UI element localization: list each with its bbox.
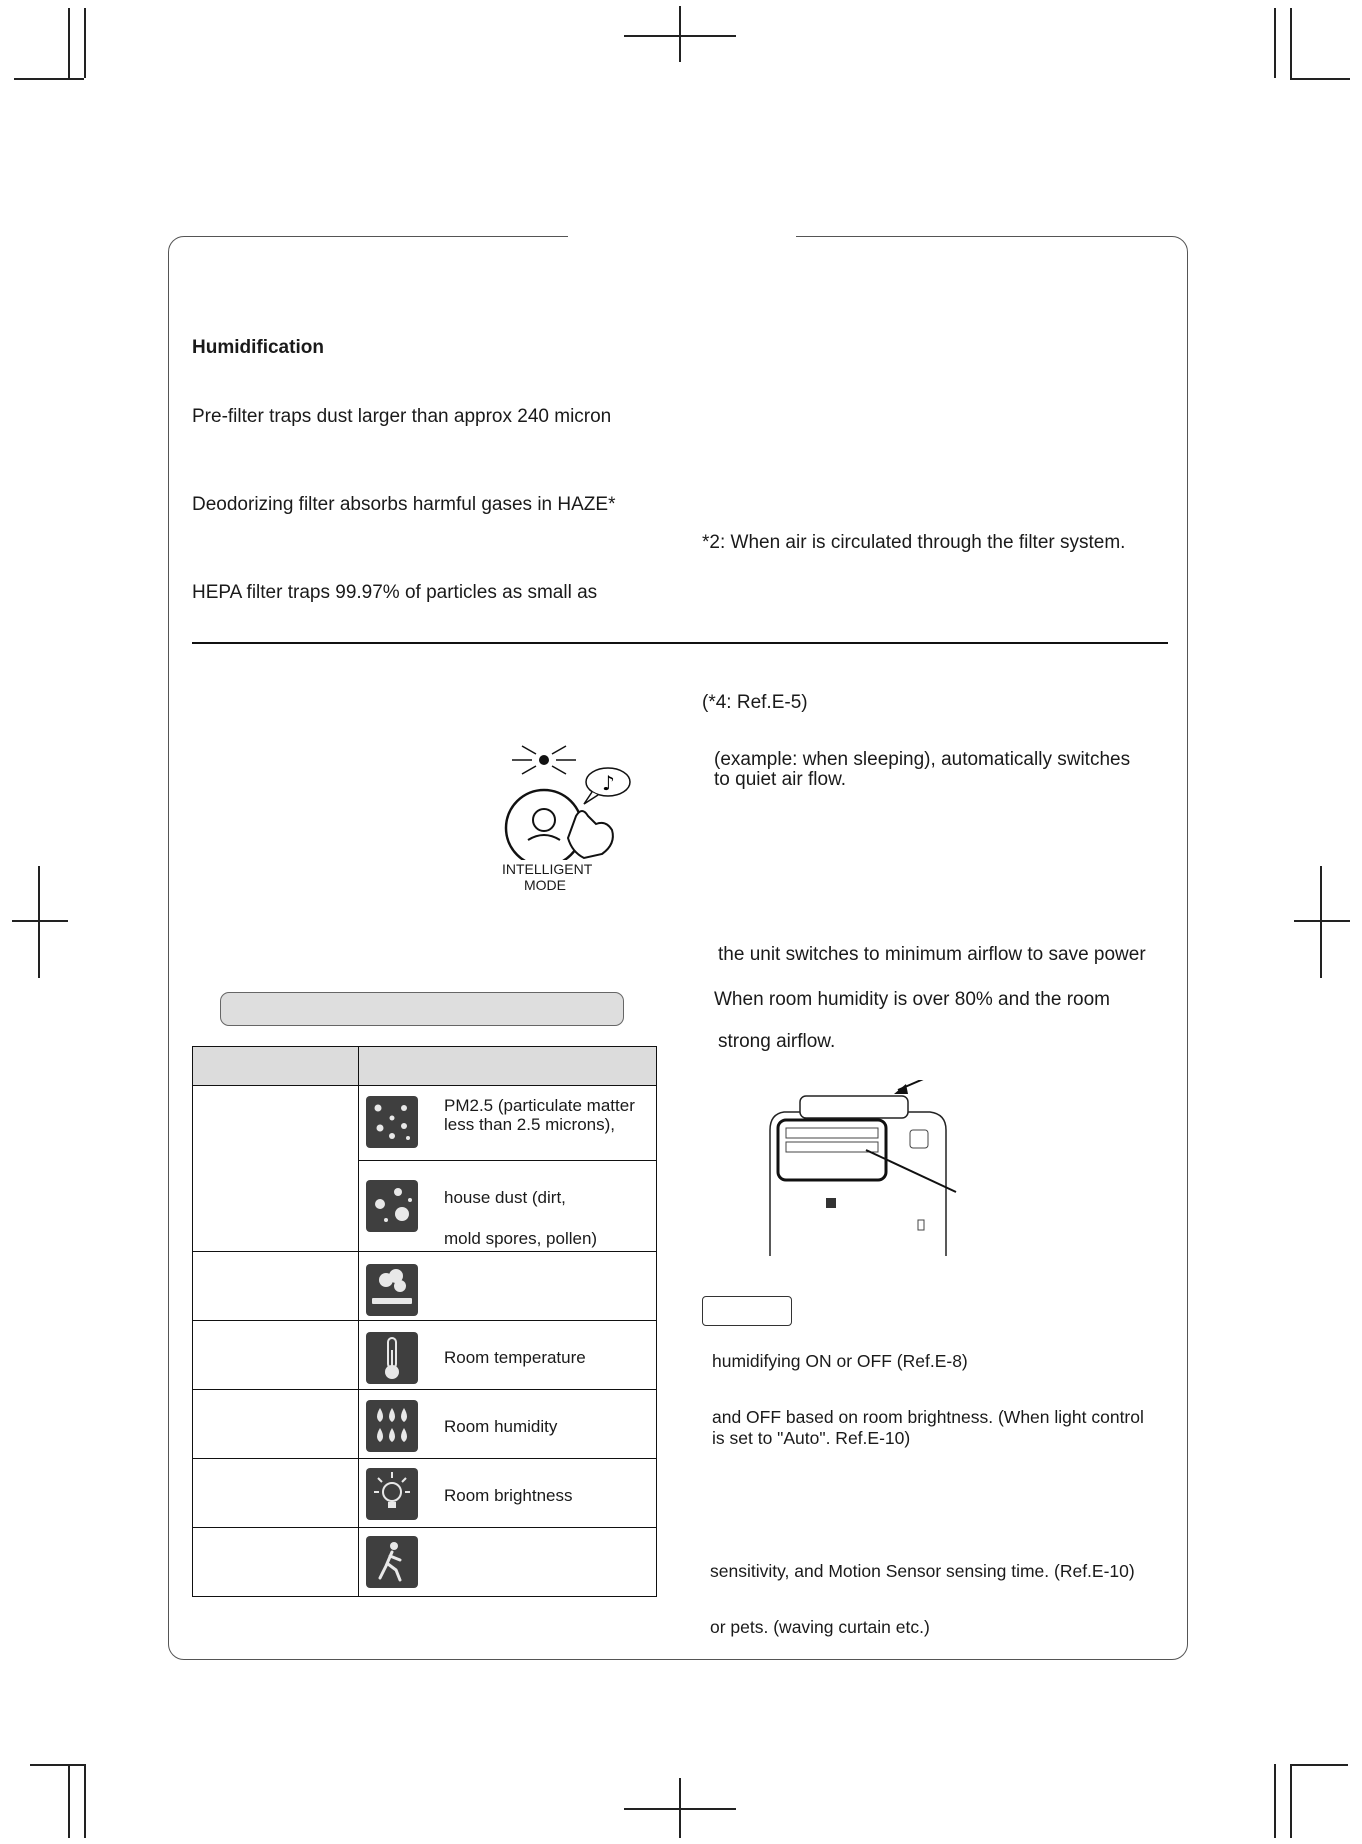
note-light-1: and OFF based on room brightness. (When light control: [712, 1407, 1144, 1427]
crop-mark: [1274, 1764, 1276, 1838]
house-dust-text-1: house dust (dirt,: [444, 1188, 566, 1207]
crop-mark: [84, 8, 86, 78]
table-row: [193, 1321, 657, 1390]
sensor-table-title-bar: [220, 992, 624, 1026]
crop-mark: [1294, 920, 1350, 922]
table-row: [193, 1390, 657, 1459]
air-purifier-unit-icon: [760, 1080, 970, 1256]
crop-mark: [84, 1764, 86, 1838]
section-divider: [192, 642, 1168, 644]
crop-mark: [12, 920, 68, 922]
crop-mark: [624, 1808, 736, 1810]
crop-mark: [38, 866, 40, 978]
minimum-airflow-text: the unit switches to minimum airflow to save power: [718, 944, 1146, 965]
crop-mark: [1290, 8, 1292, 78]
crop-mark: [14, 78, 84, 80]
house-dust-text-2: mold spores, pollen): [444, 1229, 598, 1248]
walking-person-icon: [366, 1536, 418, 1588]
strong-airflow-text: strong airflow.: [718, 1031, 836, 1052]
footnote-2: *2: When air is circulated through the filter system.: [702, 532, 1126, 553]
table-header-row: [193, 1047, 657, 1086]
table-cell: [193, 1321, 359, 1390]
crop-mark: [679, 6, 681, 62]
crop-mark: [30, 1764, 84, 1766]
pm25-particles-icon: [366, 1096, 418, 1148]
note-pets: or pets. (waving curtain etc.): [710, 1617, 930, 1637]
odor-smoke-icon: [366, 1264, 418, 1316]
mode-label: MODE: [524, 877, 566, 893]
ref-e5: (*4: Ref.E-5): [702, 692, 808, 713]
table-cell: [193, 1390, 359, 1459]
table-cell: [193, 1528, 359, 1597]
note-sensitivity: sensitivity, and Motion Sensor sensing time. (Ref.E-10): [710, 1561, 1135, 1581]
pm25-text-2: less than 2.5 microns),: [444, 1115, 616, 1134]
table-header-cell: [359, 1047, 657, 1086]
intelligent-mode-button-icon: [498, 740, 658, 860]
room-brightness-text: Room brightness: [444, 1486, 573, 1505]
crop-mark: [624, 35, 736, 37]
humidity-80-text: When room humidity is over 80% and the room: [714, 989, 1111, 1010]
hepa-text: HEPA filter traps 99.97% of particles as small as: [192, 582, 598, 603]
crop-mark: [1290, 1764, 1348, 1766]
table-row: [193, 1528, 657, 1597]
table-cell: [193, 1086, 359, 1252]
light-bulb-icon: [366, 1468, 418, 1520]
prefilter-text: Pre-filter traps dust larger than approx 240 micron: [192, 406, 612, 427]
intelligent-label: INTELLIGENT: [502, 861, 593, 877]
crop-mark: [1290, 1764, 1292, 1838]
crop-mark: [1274, 8, 1276, 78]
note-light-2: is set to "Auto". Ref.E-10): [712, 1428, 911, 1448]
air-purifier-illustration: [760, 1080, 970, 1256]
quiet-line-1: (example: when sleeping), automatically switches: [714, 749, 1131, 770]
table-row: [193, 1459, 657, 1528]
table-cell: [193, 1459, 359, 1528]
crop-mark: [68, 1764, 70, 1838]
crop-mark: [1290, 78, 1350, 80]
intelligent-mode-illustration: [498, 740, 658, 900]
pm25-text-1: PM2.5 (particulate matter: [444, 1096, 635, 1115]
svg-text:♪: ♪: [602, 771, 615, 795]
note-humidifying: humidifying ON or OFF (Ref.E-8): [712, 1351, 968, 1371]
crop-mark: [1320, 866, 1322, 978]
humidity-drops-icon: [366, 1400, 418, 1452]
table-row: [193, 1252, 657, 1321]
panel-title-gap: [568, 228, 796, 242]
note-label-box: [702, 1296, 792, 1326]
crop-mark: [68, 8, 70, 78]
humidification-heading: Humidification: [192, 337, 324, 358]
house-dust-icon: [366, 1180, 418, 1232]
room-temperature-text: Room temperature: [444, 1348, 586, 1367]
quiet-line-2: to quiet air flow.: [714, 769, 847, 790]
table-cell: [193, 1252, 359, 1321]
table-header-cell: [193, 1047, 359, 1086]
thermometer-icon: [366, 1332, 418, 1384]
deodorizing-text: Deodorizing filter absorbs harmful gases in HAZE*: [192, 494, 616, 515]
room-humidity-text: Room humidity: [444, 1417, 558, 1436]
